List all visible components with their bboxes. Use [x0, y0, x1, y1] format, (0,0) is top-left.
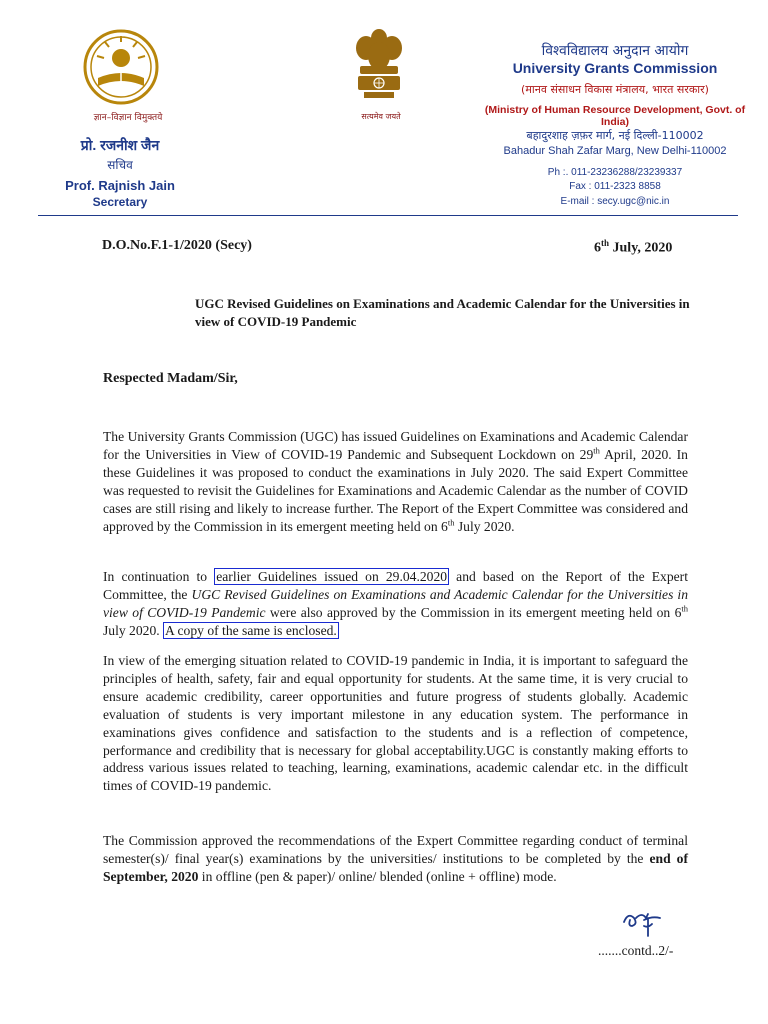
- p1-sup-1: th: [593, 445, 600, 456]
- continuation-marker: .......contd..2/-: [598, 943, 674, 958]
- p2-text-c: were also approved by the Commission in its emergent meeting held on 6: [265, 604, 682, 620]
- p1-text-b: April, 2020. In these Guidelines it was proposed to conduct the examinations in July 2020. The said Expert Committee was requested to revisit the Guidelines for Examinations and Academic Calendar as the number of COVID cases are still rising and likely to increase further. The Report of the Expert Committee was considered and approved by the Commission in its emergent meeting held on 6: [103, 446, 688, 534]
- org-name: University Grants Commission: [512, 60, 718, 76]
- secretary-title: Secretary: [92, 195, 148, 209]
- signature-icon: [618, 908, 666, 938]
- fax-number: Fax : 011-2323 8858: [569, 181, 661, 192]
- org-name-hindi: विश्वविद्यालय अनुदान आयोग: [541, 43, 689, 59]
- p2-text-b: and based on the Report of the Expert Committee, the: [103, 569, 688, 602]
- ministry: (Ministry of Human Resource Development, Govt. of India): [484, 104, 746, 128]
- email-address: E-mail : secy.ugc@nic.in: [560, 196, 670, 207]
- secretary-title-hindi: सचिव: [107, 158, 133, 172]
- letter-subject: UGC Revised Guidelines on Examinations and Academic Calendar for the Universities in view of COVID-19 Pandemic: [195, 296, 690, 329]
- p2-guidelines-title: UGC Revised Guidelines on Examinations and Academic Calendar for the Universities in view of COVID-19 Pandemic: [103, 586, 688, 620]
- header-divider: [38, 215, 738, 216]
- date-suffix: th: [601, 238, 610, 248]
- p4-text-a: The Commission approved the recommendations of the Expert Committee regarding conduct of terminal semester(s)/ final year(s) examinations by the universities/ institutions to be completed by the: [103, 833, 688, 866]
- ugc-motto: ज्ञान–विज्ञान विमुक्तये: [93, 113, 163, 123]
- earlier-guidelines-link[interactable]: earlier Guidelines issued on 29.04.2020: [216, 569, 448, 584]
- ministry-hindi: (मानव संसाधन विकास मंत्रालय, भारत सरकार): [521, 83, 709, 96]
- date-day: 6: [594, 240, 601, 256]
- p4-text-b: in offline (pen & paper)/ online/ blended (online + offline) mode.: [198, 868, 557, 884]
- enclosed-copy-link[interactable]: A copy of the same is enclosed.: [165, 622, 337, 638]
- p2-text-a: In continuation to: [103, 569, 215, 584]
- p2-text-d: July 2020.: [103, 622, 164, 638]
- national-emblem-icon: [348, 26, 410, 110]
- salutation: Respected Madam/Sir,: [103, 371, 238, 386]
- reference-number: D.O.No.F.1-1/2020 (Secy): [102, 238, 252, 253]
- date-month-year: July, 2020: [609, 240, 673, 256]
- paragraph-4: [103, 832, 688, 886]
- p1-text-c: July 2020.: [454, 518, 515, 534]
- phone-number: Ph :. 011-23236288/23239337: [547, 167, 683, 178]
- ugc-logo-icon: [82, 28, 160, 106]
- p1-sup-2: th: [447, 517, 455, 527]
- p1-text-a: The University Grants Commission (UGC) has issued Guidelines on Examinations and Academic Calendar for the Universities in View of COVID-19 Pandemic and Subsequent Lockdown on 29: [103, 429, 688, 462]
- address: Bahadur Shah Zafar Marg, New Delhi-110002: [503, 145, 727, 157]
- emblem-motto: सत्यमेव जयते: [361, 112, 401, 121]
- secretary-name-hindi: प्रो. रजनीश जैन: [80, 137, 160, 153]
- secretary-name: Prof. Rajnish Jain: [65, 178, 175, 193]
- paragraph-3: In view of the emerging situation related to COVID-19 pandemic in India, it is important to safeguard the principles of health, safety, fair and equal opportunity for students. At the same time, it is very crucial to ensure academic credibility, career opportunities and future progress of students globally. Academic evaluation of students is very important milestone in any education system. The performance in examinations gives confidence and satisfaction to the students and is a reflection of competence, performance and credibility that is necessary for global acceptability.UGC is constantly making efforts to address various issues related to teaching, learning, examinations, academic calendar etc. in the difficult times of COVID-19 pandemic.: [103, 653, 688, 794]
- paragraph-2: [103, 568, 688, 640]
- paragraph-1: [103, 428, 688, 535]
- p4-deadline: end of September, 2020: [103, 850, 688, 884]
- letter-date: [594, 238, 672, 257]
- address-hindi: बहादुरशाह ज़फ़र मार्ग, नई दिल्ली-110002: [526, 129, 704, 142]
- p2-sup: th: [681, 603, 689, 614]
